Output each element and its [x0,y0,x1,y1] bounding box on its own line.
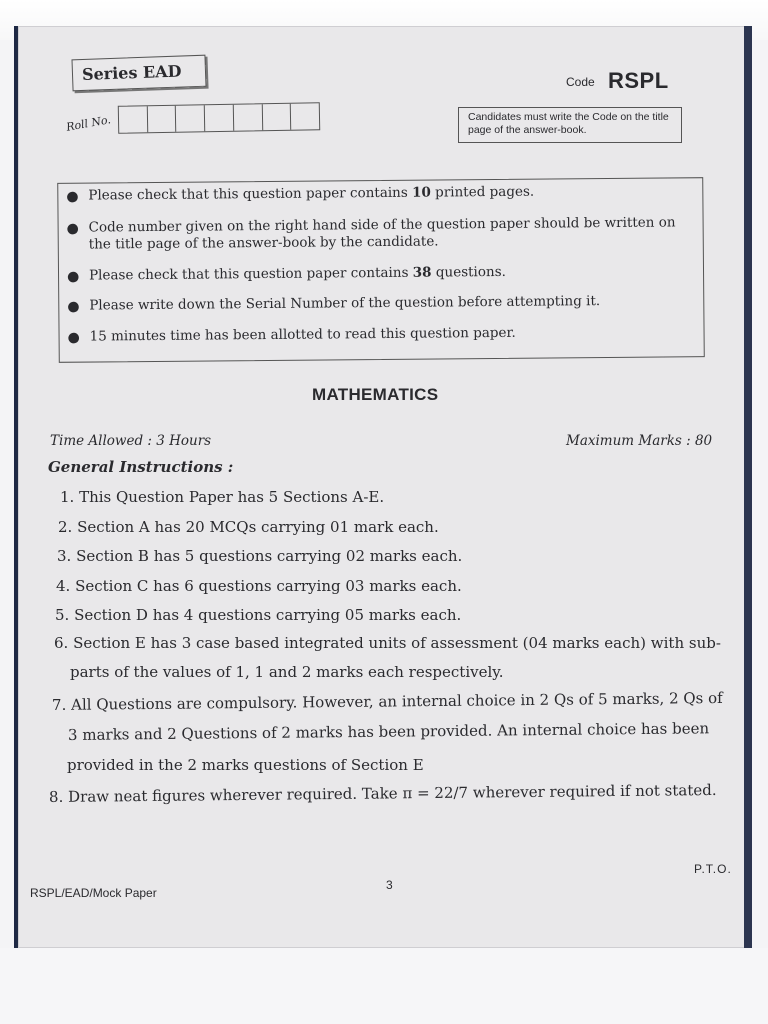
instruction-line: 6. Section E has 3 case based integrated units of assessment (04 marks each) with sub- [54,634,721,652]
paper-right-edge [744,26,752,948]
roll-number-cell[interactable] [205,105,234,131]
instruction-line: 7. All Questions are compulsory. However, an internal choice in 2 Qs of 5 marks, 2 Qs of [51,688,723,714]
instruction-line: 8. Draw neat figures wherever required. Take π = 22/7 wherever required if not stated. [48,781,717,806]
instruction-line: parts of the values of 1, 1 and 2 marks each respectively. [70,663,504,681]
roll-number-cell[interactable] [148,106,177,132]
subject-title: MATHEMATICS [312,385,439,404]
code-value: RSPL [608,68,669,93]
instruction-line: 1. This Question Paper has 5 Sections A-E. [60,488,385,506]
instruction-line: 3 marks and 2 Questions of 2 marks has been provided. An internal choice has been [67,719,710,744]
maximum-marks: Maximum Marks : 80 [566,433,713,449]
roll-number-cell[interactable] [119,106,148,132]
background-bottom [0,948,768,1024]
instruction-line: provided in the 2 marks questions of Section E [67,756,424,774]
check-item: ● Please write down the Serial Number of the question before attempting it. [67,293,601,315]
roll-number-label: Roll No. [65,113,112,134]
checklist-box [57,177,705,363]
instruction-line: 3. Section B has 5 questions carrying 02 marks each. [57,547,463,565]
roll-number-cell[interactable] [176,105,205,131]
instruction-line: 2. Section A has 20 MCQs carrying 01 mark each. [58,518,439,536]
pto-label: P.T.O. [694,862,732,876]
roll-number-cell[interactable] [262,104,291,130]
series-box [71,55,206,92]
bullet-icon: ● [66,268,80,285]
series-label: Series EAD [81,61,182,84]
check-item: ● 15 minutes time has been allotted to read this question paper. [67,324,516,346]
page-number: 3 [386,878,393,892]
bullet-icon: ● [67,298,80,315]
roll-number-cell[interactable] [234,104,263,130]
roll-number-cell[interactable] [291,103,319,129]
general-instructions-heading: General Instructions : [48,458,234,476]
check-item: ● Code number given on the right hand side of the question paper should be written on the title page of the answer-book by the candidate. [66,214,676,253]
bullet-icon: ● [67,329,80,346]
code-label: Code [566,75,595,89]
paper-reference: RSPL/EAD/Mock Paper [30,886,157,900]
roll-number-boxes[interactable] [118,102,320,134]
instruction-line: 4. Section C has 6 questions carrying 03 marks each. [56,577,462,595]
check-item: ● Please check that this question paper contains 38 questions. [66,263,506,285]
bullet-icon: ● [66,188,79,205]
bullet-icon: ● [66,220,79,237]
time-allowed: Time Allowed : 3 Hours [50,433,212,449]
candidate-note-box [458,107,682,143]
instruction-line: 5. Section D has 4 questions carrying 05 marks each. [55,606,462,624]
check-item: ● Please check that this question paper contains 10 printed pages. [66,183,535,205]
candidate-note-text: Candidates must write the Code on the title page of the answer-book. [468,111,669,136]
